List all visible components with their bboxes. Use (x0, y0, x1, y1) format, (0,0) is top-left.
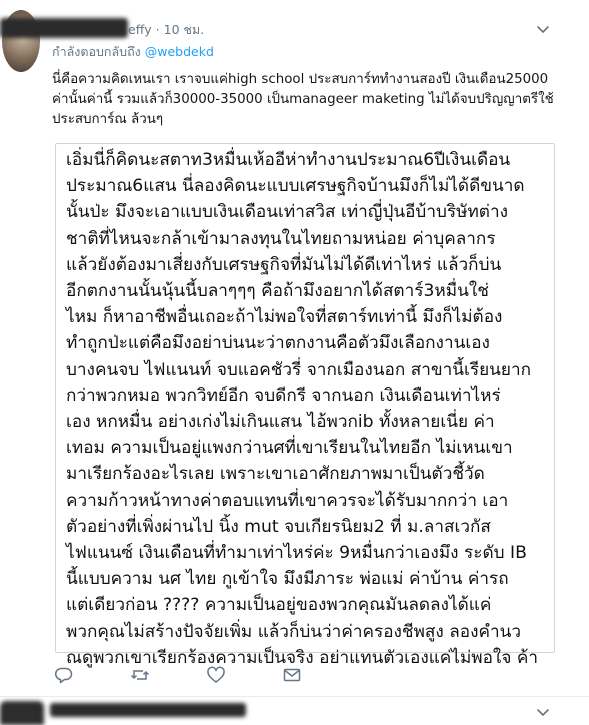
tweet-actions (0, 665, 589, 687)
author-name-redacted (50, 703, 246, 717)
tweet-header (0, 18, 520, 38)
image-text-line: บางคนจบ ไฟแนนท์ จบแอคชัวรี่ จากเมืองนอก สาขานี้เรียนยาก (66, 359, 532, 380)
image-text-line: ณดูพวกเขาเรียกร้องความเป็นจริง อย่าแทนตัวเองแค่ไม่พอใจ ค้า (66, 647, 539, 668)
attached-image[interactable] (55, 143, 555, 668)
image-text-line: แล้วยังต้องมาเสี่ยงกับเศรษฐกิจที่มันไม่ได้ดีเท่าไหร่ แล้วก็บ่น (66, 254, 502, 275)
reply-icon[interactable] (54, 665, 74, 685)
tweet-timestamp[interactable]: effy · 10 ชม. (128, 22, 205, 37)
image-text-line: ประมาณ6แสน นี่ลองคิดนะแบบเศรษฐกิจบ้านมึงก็ไม่ได้ดีขนาด (66, 176, 525, 197)
image-text-line: มาเรียกร้องอะไรเลย เพราะเขาเอาศักยภาพมาเป็นตัวชี้วัด (66, 464, 485, 485)
image-text-line: เอิ่มนี่ก็คิดนะสตาท3หมื่นเห้ออีห่าทำงานประมาณ6ปีเงินเดือน (66, 150, 511, 170)
image-text-line: เทอม ความเป็นอยู่แพงกว่านศที่เขาเรียนในไทยอีก ไม่เหนเขา (66, 438, 513, 459)
image-text (66, 147, 550, 671)
image-text-line: ไหม ก็หาอาชีพอื่นเถอะถ้าไม่พอใจที่สตาร์ทเท่านี้ มึงก็ไม่ต้อง (66, 307, 503, 328)
tweet-text (52, 70, 562, 130)
image-text-line: ตัวอย่างที่เพิ่งผ่านไป นิ้ง mut จบเกียรนิยม2 ที่ ม.ลาสเวกัส (66, 516, 491, 537)
replying-to (52, 42, 214, 62)
next-tweet[interactable] (0, 697, 589, 725)
chevron-down-icon[interactable] (536, 705, 550, 719)
image-text-line: พวกคุณไม่สร้างปัจจัยเพิ่ม แล้วก็บ่นว่าค่าครองชีพสูง ลองคำนว (66, 621, 522, 642)
image-text-line: ความก้าวหน้าทางค่าตอบแทนที่เขาควรจะได้รับมากกว่า เอา (66, 490, 509, 511)
retweet-icon[interactable] (130, 665, 150, 685)
dm-icon[interactable] (282, 665, 302, 685)
image-text-line: นั้นป่ะ มึงจะเอาแบบเงินเดือนเท่าสวิส เท่าญี่ปุ่นอีบ้าบริษัทต่าง (66, 202, 508, 223)
like-icon[interactable] (206, 665, 226, 685)
author-name-redacted (0, 18, 128, 38)
image-text-line: เอง หกหมื่น อย่างเก่งไม่เกินแสน ไอ้พวกib ทั้งหลายเนี่ย ค่า (66, 412, 495, 433)
image-text-line: แต่เดียวก่อน ???? ความเป็นอยู่ของพวกคุณมันลดลงได้แค่ (66, 595, 492, 616)
tweet-text-line: ค่านั้นค่านี้ รวมแล้วก็30000-35000 เป็นmanageer maketing ไม่ได้จบปริญญาตรีใช้ (52, 92, 554, 107)
image-text-line: ทำถูกป่ะแต่คือมึงอย่าบ่นนะว่าตกงานคือตัวมึงเลือกงานเอง (66, 333, 490, 354)
image-text-line: อีกตกงานนั้นนุ้นนี้บลาๆๆๆ คือถ้ามึงอยากได้สตาร์3หมื่นใช่ (66, 281, 489, 302)
replying-handle-link[interactable]: @webdekd (144, 44, 214, 59)
image-text-line: นี้แบบความ นศ ไทย กูเข้าใจ มึงมีภาระ พ่อแม่ ค่าบ้าน ค่ารถ (66, 569, 509, 590)
image-text-line: ไฟแนนซ์ เงินเดือนที่ทำมาเท่าไหร่ค่ะ 9หมื่นกว่าเองมึง ระดับ IB (66, 543, 527, 564)
avatar[interactable] (0, 701, 44, 725)
tweet-text-line: นี่คือความคิดเหนเรา เราจบแค่high school ประสบการ์ททำงานสองปี เงินเดือน25000 (52, 72, 549, 87)
image-text-line: ชาติที่ไหนจะกล้าเข้ามาลงทุนในไทยถามหน่อย ค่าบุคลากร (66, 228, 496, 249)
image-text-line: กว่าพวกหมอ พวกวิทย์อีก จบดีกรี จากนอก เงินเดือนเท่าไหร่ (66, 385, 501, 406)
replying-prefix: กำลังตอบกลับถึง (52, 44, 141, 59)
chevron-down-icon[interactable] (536, 22, 550, 36)
tweet-text-line: ประสบการ์ณ ล้วนๆ (52, 112, 164, 127)
